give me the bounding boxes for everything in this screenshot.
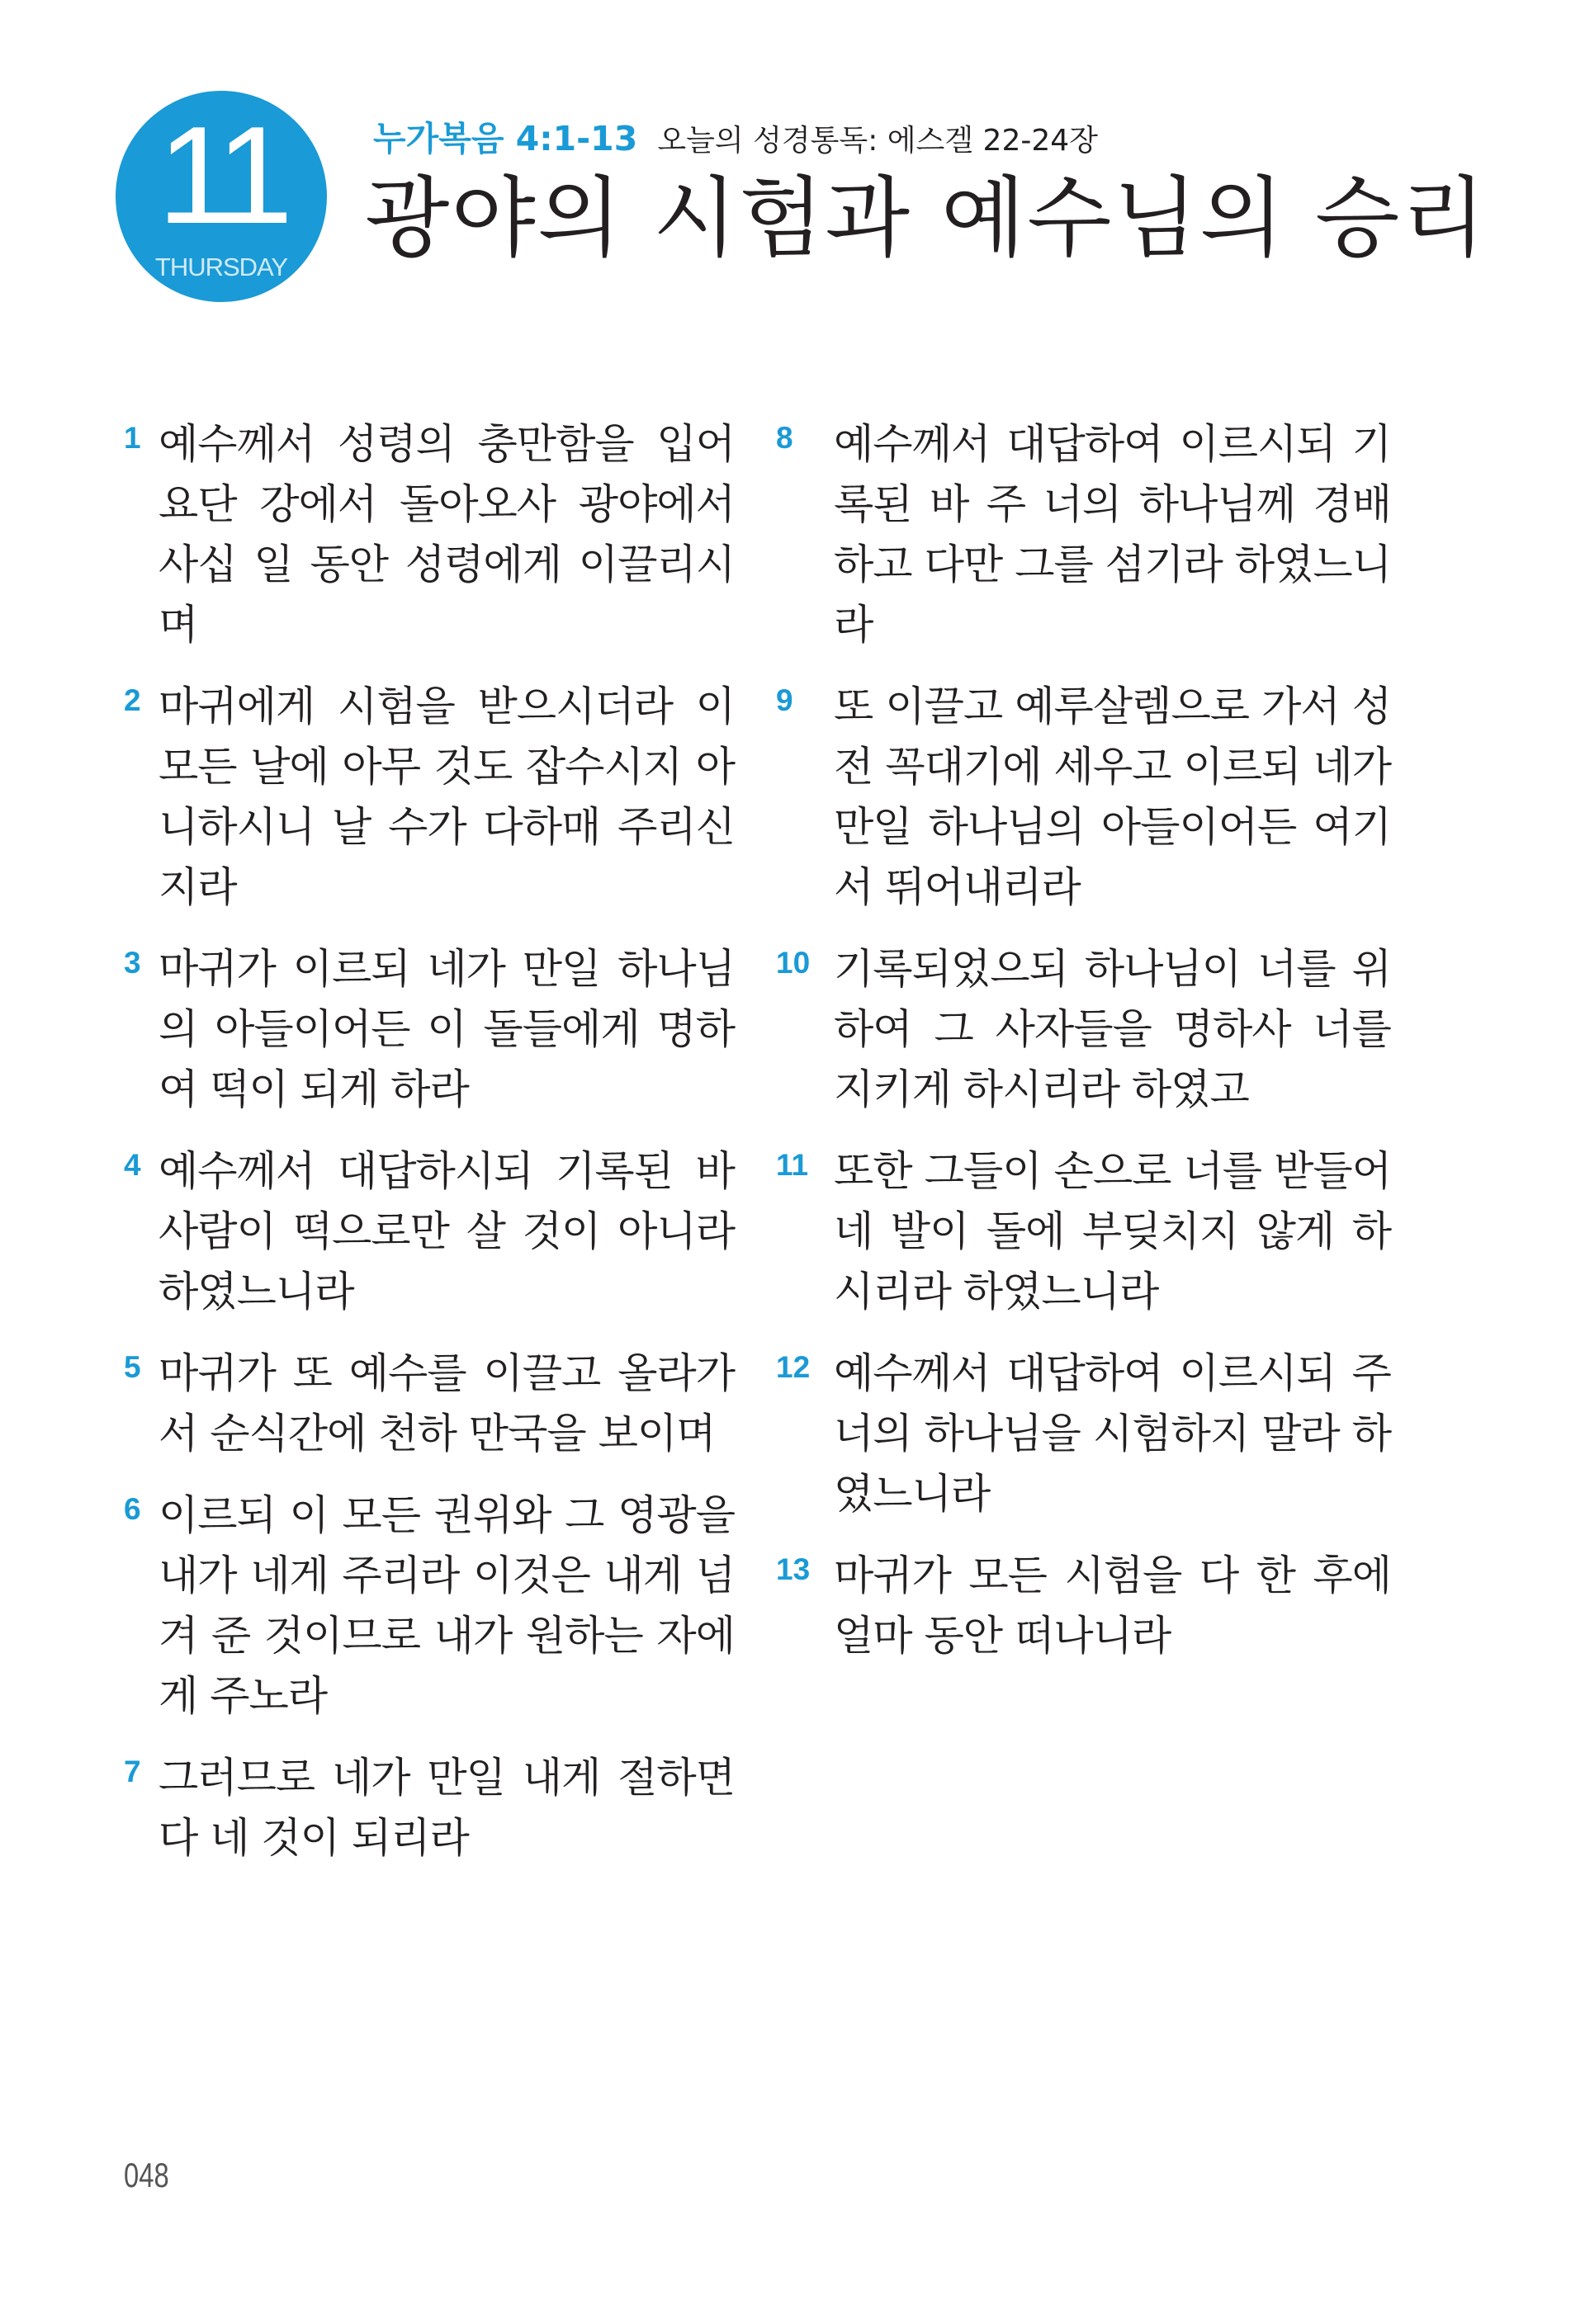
verse-number: 4 xyxy=(124,1148,141,1182)
verse-text: 그러므로 네가 만일 내게 절하면 다 네 것이 되리라 xyxy=(158,1754,735,1862)
verse xyxy=(776,677,1391,918)
day-badge xyxy=(116,91,327,302)
verse-text: 마귀가 이르되 네가 만일 하나님의 아들이어든 이 돌들에게 명하여 떡이 되게 하라 xyxy=(158,945,735,1113)
verses-right-column xyxy=(776,414,1391,1688)
verse-text: 마귀에게 시험을 받으시더라 이 모든 날에 아무 것도 잡수시지 아니하시니 날 수가 다하매 주리신지라 xyxy=(158,683,735,911)
verse xyxy=(124,1344,735,1464)
verse-number: 10 xyxy=(776,946,811,980)
verse-text: 마귀가 모든 시험을 다 한 후에 얼마 동안 떠나니라 xyxy=(834,1552,1391,1660)
verse-text: 예수께서 대답하여 이르시되 기록된 바 주 너의 하나님께 경배하고 다만 그를 섬기라 하였느니라 xyxy=(834,420,1391,649)
verse-text: 이르되 이 모든 권위와 그 영광을 내가 네게 주리라 이것은 내게 넘겨 준 것이므로 내가 원하는 자에게 주노라 xyxy=(158,1491,735,1720)
subtitle xyxy=(373,119,1098,158)
verse xyxy=(776,414,1391,655)
verse-number: 8 xyxy=(776,421,793,455)
verse-number: 3 xyxy=(124,946,141,980)
verse xyxy=(124,939,735,1120)
verse-number: 2 xyxy=(124,683,141,717)
verse xyxy=(124,1748,735,1868)
verse-text: 예수께서 대답하시되 기록된 바 사람이 떡으로만 살 것이 아니라 하였느니라 xyxy=(158,1147,735,1316)
verse-number: 11 xyxy=(776,1148,809,1182)
page-number: 048 xyxy=(124,2156,169,2194)
verses-left-column xyxy=(124,414,735,1890)
verse xyxy=(124,414,735,655)
verse xyxy=(776,939,1391,1120)
page-title: 광야의 시험과 예수님의 승리 xyxy=(365,168,1488,269)
day-number: 11 xyxy=(157,97,286,253)
verse-text: 예수께서 대답하여 이르시되 주 너의 하나님을 시험하지 말라 하였느니라 xyxy=(834,1349,1391,1518)
verse-text: 또한 그들이 손으로 너를 받들어 네 발이 돌에 부딪치지 않게 하시리라 하였느니라 xyxy=(834,1147,1391,1316)
verse xyxy=(124,1141,735,1322)
verse xyxy=(776,1546,1391,1666)
verse-number: 12 xyxy=(776,1350,811,1384)
reading-plan: 오늘의 성경통독: 에스겔 22-24장 xyxy=(657,124,1098,158)
verse-number: 5 xyxy=(124,1350,141,1384)
verse-number: 6 xyxy=(124,1492,141,1526)
verse-number: 9 xyxy=(776,683,793,717)
verse xyxy=(124,677,735,918)
verse-number: 1 xyxy=(124,421,141,455)
verse xyxy=(124,1486,735,1726)
verse-text: 마귀가 또 예수를 이끌고 올라가서 순식간에 천하 만국을 보이며 xyxy=(158,1349,735,1457)
verse-text: 기록되었으되 하나님이 너를 위하여 그 사자들을 명하사 너를 지키게 하시리라 하였고 xyxy=(834,945,1391,1113)
verse-number: 13 xyxy=(776,1552,811,1586)
scripture-reference: 누가복음 4:1-13 xyxy=(373,119,638,158)
verse-text: 예수께서 성령의 충만함을 입어 요단 강에서 돌아오사 광야에서 사십 일 동안 성령에게 이끌리시며 xyxy=(158,420,735,649)
day-name: THURSDAY xyxy=(154,253,288,281)
verse xyxy=(776,1141,1391,1322)
verse-text: 또 이끌고 예루살렘으로 가서 성전 꼭대기에 세우고 이르되 네가 만일 하나님의 아들이어든 여기서 뛰어내리라 xyxy=(834,683,1391,911)
verse xyxy=(776,1344,1391,1524)
verse-number: 7 xyxy=(124,1755,141,1788)
